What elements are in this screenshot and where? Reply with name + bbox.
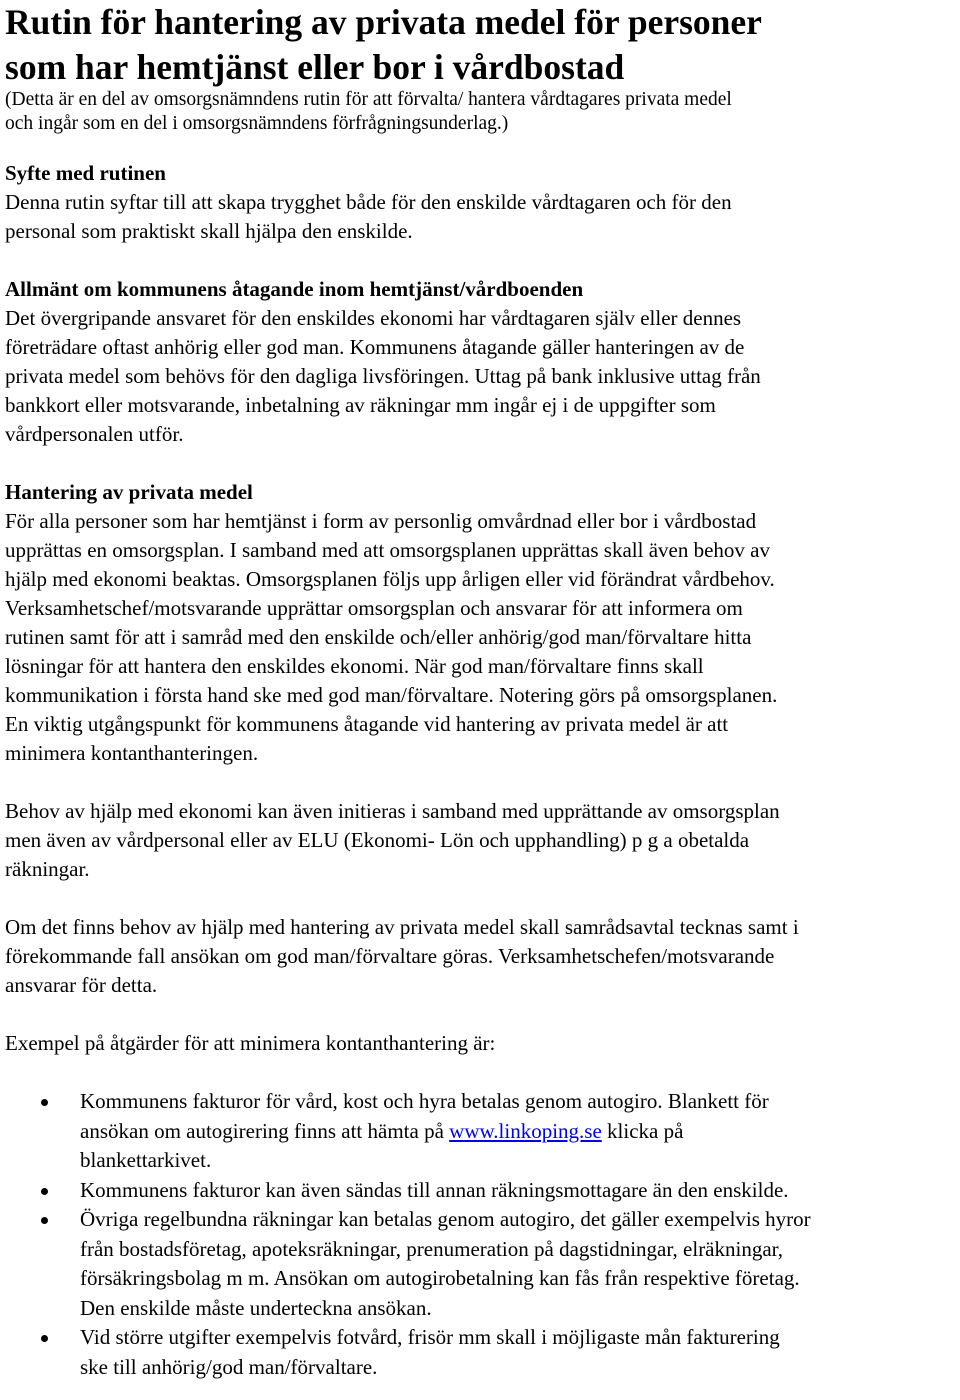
text-line: lösningar för att hantera den enskildes ekonomi. När god man/förvaltare finns skall — [5, 654, 704, 678]
bullet-icon — [41, 1188, 48, 1195]
bullet-icon — [41, 1099, 48, 1106]
text-line: Övriga regelbundna räkningar kan betalas genom autogiro, det gäller exempelvis hyror — [80, 1207, 811, 1231]
text-line: från bostadsföretag, apoteksräkningar, prenumeration på dagstidningar, elräkningar, — [80, 1236, 784, 1261]
text-line: företrädare oftast anhörig eller god man. Kommunens åtagande gäller hanteringen av de — [5, 335, 745, 359]
title-line-1: Rutin för hantering av privata medel för personer — [5, 2, 762, 42]
text-fragment: ansökan om autogirering finns att hämta på — [80, 1118, 450, 1143]
text-line: Det övergripande ansvaret för den enskildes ekonomi har vårdtagaren själv eller dennes — [5, 306, 742, 330]
text-line: räkningar. — [5, 857, 90, 881]
section-heading-handling: Hantering av privata medel — [5, 480, 253, 504]
list-item — [5, 1323, 956, 1382]
text-line: förekommande fall ansökan om god man/förvaltare göras. Verksamhetschefen/motsvarande — [5, 944, 775, 968]
text-line: Behov av hjälp med ekonomi kan även initieras i samband med upprättande av omsorgsplan — [5, 799, 780, 823]
linkoping-link[interactable]: www.linkoping.se — [449, 1118, 602, 1143]
section-handling-body — [5, 507, 956, 768]
section-general — [5, 275, 956, 449]
paragraph-initiation — [5, 797, 956, 884]
text-line: ansvarar för detta. — [5, 973, 158, 997]
text-fragment: klicka på — [601, 1118, 684, 1143]
section-purpose — [5, 159, 956, 246]
text-line: ske till anhörig/god man/förvaltare. — [80, 1354, 378, 1379]
section-purpose-body — [5, 188, 956, 246]
section-heading-purpose: Syfte med rutinen — [5, 161, 166, 185]
text-line: Kommunens fakturor kan även sändas till annan räkningsmottagare än den enskilde. — [80, 1177, 789, 1202]
text-line: blankettarkivet. — [80, 1148, 212, 1172]
text-line: Den enskilde måste underteckna ansökan. — [80, 1295, 432, 1320]
text-line: Verksamhetschef/motsvarande upprättar omsorgsplan och ansvarar för att informera om — [5, 596, 743, 620]
list-item — [5, 1087, 956, 1176]
text-line: privata medel som behövs för den dagliga livsföringen. Uttag på bank inklusive uttag från — [5, 364, 761, 388]
text-line: Exempel på åtgärder för att minimera kontanthantering är: — [5, 1031, 496, 1055]
paragraph-examples-intro — [5, 1029, 956, 1058]
text-line: vårdpersonalen utför. — [5, 422, 184, 446]
text-line: Kommunens fakturor för vård, kost och hyra betalas genom autogiro. Blankett för — [80, 1089, 769, 1113]
text-line: minimera kontanthanteringen. — [5, 741, 259, 765]
title-line-2: som har hemtjänst eller bor i vårdbostad — [5, 47, 625, 87]
text-line: försäkringsbolag m m. Ansökan om autogirobetalning kan fås från respektive företag. — [80, 1266, 800, 1290]
text-line: bankkort eller motsvarande, inbetalning av räkningar mm ingår ej i de uppgifter som — [5, 393, 716, 417]
paragraph-agreement — [5, 913, 956, 1000]
intro-line-1: (Detta är en del av omsorgsnämndens rutin för att förvalta/ hantera vårdtagares privata medel — [5, 89, 732, 110]
bullet-icon — [41, 1335, 48, 1342]
text-line: kommunikation i första hand ske med god man/förvaltare. Notering görs på omsorgsplanen. — [5, 683, 778, 707]
document-title — [5, 0, 956, 90]
list-item — [5, 1205, 956, 1323]
intro-note — [5, 88, 956, 136]
text-line: upprättas en omsorgsplan. I samband med att omsorgsplanen upprättas skall även behov av — [5, 538, 770, 562]
text-line: Om det finns behov av hjälp med hantering av privata medel skall samrådsavtal tecknas samt i — [5, 915, 799, 939]
section-general-body — [5, 304, 956, 449]
text-line: En viktig utgångspunkt för kommunens åtagande vid hantering av privata medel är att — [5, 712, 729, 736]
text-line: hjälp med ekonomi beaktas. Omsorgsplanen följs upp årligen eller vid förändrat vårdbehov. — [5, 567, 775, 591]
examples-list — [5, 1087, 956, 1382]
text-line: För alla personer som har hemtjänst i form av personlig omvårdnad eller bor i vårdbostad — [5, 509, 757, 533]
section-heading-general: Allmänt om kommunens åtagande inom hemtjänst/vårdboenden — [5, 277, 584, 301]
text-line: Vid större utgifter exempelvis fotvård, frisör mm skall i möjligaste mån fakturering — [80, 1325, 780, 1349]
intro-line-2: och ingår som en del i omsorgsnämndens förfrågningsunderlag.) — [5, 113, 509, 134]
text-line — [80, 1117, 956, 1147]
section-handling — [5, 478, 956, 768]
text-line: personal som praktiskt skall hjälpa den enskilde. — [5, 219, 413, 243]
bullet-icon — [41, 1217, 48, 1224]
text-line: rutinen samt för att i samråd med den enskilde och/eller anhörig/god man/förvaltare hitta — [5, 625, 752, 649]
text-line: Denna rutin syftar till att skapa trygghet både för den enskilde vårdtagaren och för den — [5, 190, 732, 214]
list-item — [5, 1176, 956, 1206]
text-line: men även av vårdpersonal eller av ELU (Ekonomi- Lön och upphandling) p g a obetalda — [5, 828, 750, 852]
